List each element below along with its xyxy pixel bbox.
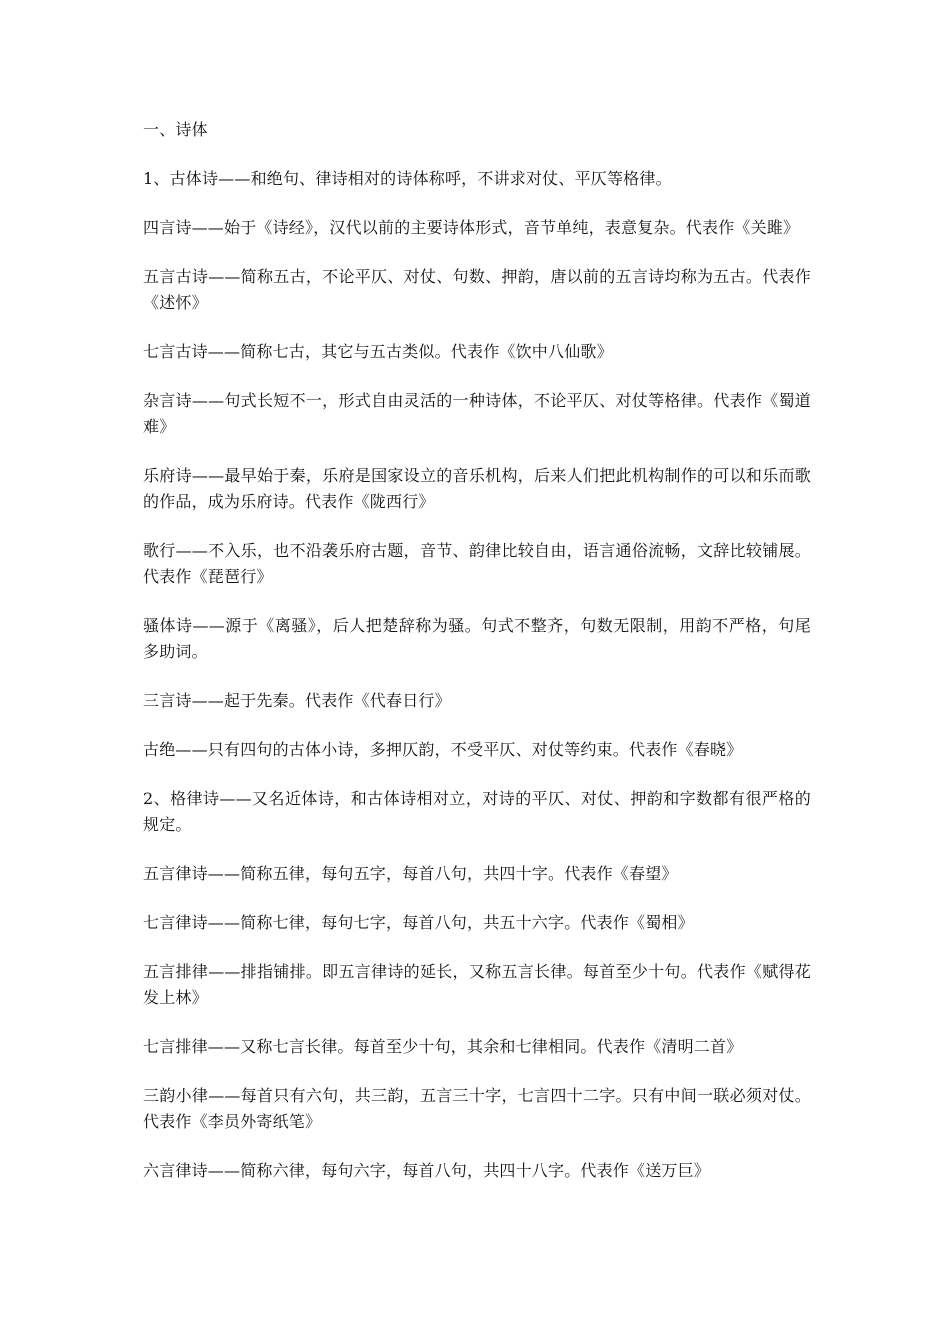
paragraph-gujue: 古绝——只有四句的古体小诗，多押仄韵，不受平仄、对仗等约束。代表作《春晓》 bbox=[143, 740, 743, 759]
paragraph-gutishi: 1、古体诗——和绝句、律诗相对的诗体称呼，不讲求对仗、平仄等格律。 bbox=[143, 169, 672, 188]
paragraph-wuyan-lushi: 五言律诗——简称五律，每句五字，每首八句，共四十字。代表作《春望》 bbox=[143, 864, 678, 883]
paragraph-qiyan-lushi: 七言律诗——简称七律，每句七字，每首八句，共五十六字。代表作《蜀相》 bbox=[143, 913, 694, 932]
paragraph-gexing: 歌行——不入乐，也不沿袭乐府古题，音节、韵律比较自由，语言通俗流畅，文辞比较铺展。代表作《琵琶行》 bbox=[143, 541, 811, 586]
paragraph-liuyan-lushi: 六言律诗——简称六律，每句六字，每首八句，共四十八字。代表作《送万巨》 bbox=[143, 1161, 711, 1180]
section-heading: 一、诗体 bbox=[143, 120, 208, 139]
paragraph-siyanshi: 四言诗——始于《诗经》，汉代以前的主要诗体形式，音节单纯，表意复杂。代表作《关雎》 bbox=[143, 218, 800, 237]
paragraph-wuyan-gushi: 五言古诗——简称五古，不论平仄、对仗、句数、押韵，唐以前的五言诗均称为五古。代表作《述怀》 bbox=[143, 267, 811, 312]
document-body bbox=[143, 117, 811, 1207]
paragraph-wuyan-pailu: 五言排律——排指铺排。即五言律诗的延长，又称五言长律。每首至少十句。代表作《赋得花发上林》 bbox=[143, 962, 811, 1007]
paragraph-yuefushi: 乐府诗——最早始于秦，乐府是国家设立的音乐机构，后来人们把此机构制作的可以和乐而歌的作品，成为乐府诗。代表作《陇西行》 bbox=[143, 466, 811, 511]
paragraph-zayanshi: 杂言诗——句式长短不一，形式自由灵活的一种诗体，不论平仄、对仗等格律。代表作《蜀道难》 bbox=[143, 391, 811, 436]
paragraph-saotishi: 骚体诗——源于《离骚》，后人把楚辞称为骚。句式不整齐，句数无限制，用韵不严格，句尾多助词。 bbox=[143, 616, 811, 661]
paragraph-sanyanshi: 三言诗——起于先秦。代表作《代春日行》 bbox=[143, 691, 451, 710]
paragraph-gelushi: 2、格律诗——又名近体诗，和古体诗相对立，对诗的平仄、对仗、押韵和字数都有很严格的规定。 bbox=[143, 789, 811, 834]
paragraph-qiyan-pailu: 七言排律——又称七言长律。每首至少十句，其余和七律相同。代表作《清明二首》 bbox=[143, 1037, 743, 1056]
paragraph-qiyan-gushi: 七言古诗——简称七古，其它与五古类似。代表作《饮中八仙歌》 bbox=[143, 342, 613, 361]
paragraph-sanyun-xiaolu: 三韵小律——每首只有六句，共三韵，五言三十字，七言四十二字。只有中间一联必须对仗。代表作《李员外寄纸笔》 bbox=[143, 1086, 811, 1131]
